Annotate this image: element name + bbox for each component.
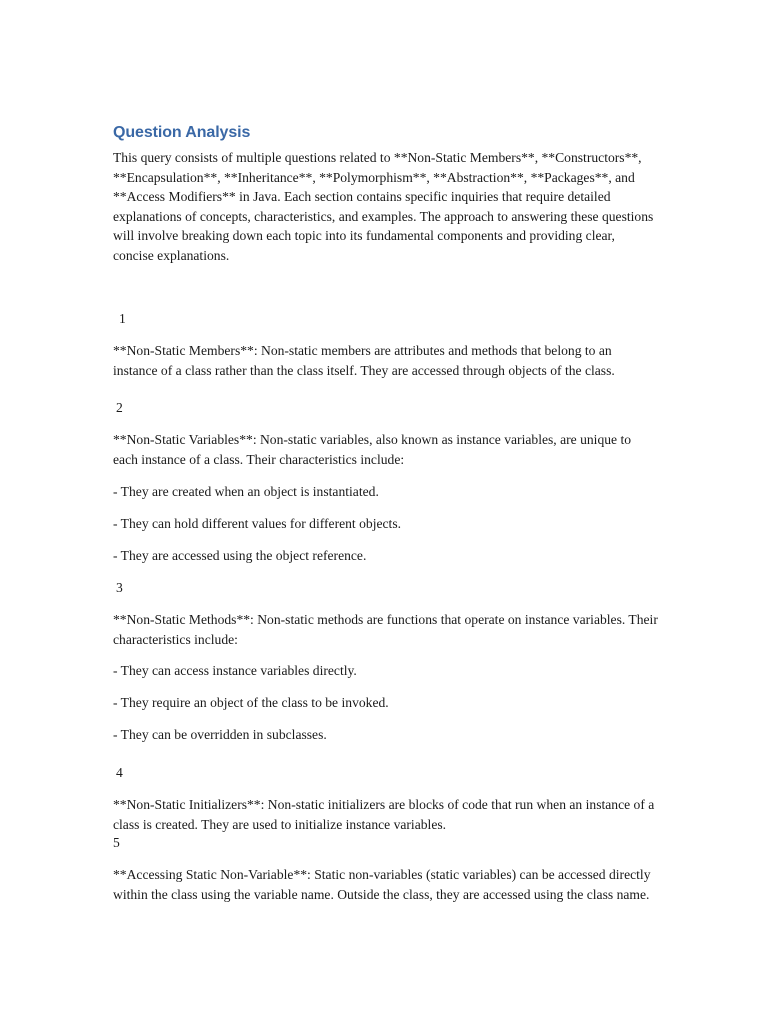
section-paragraph: **Non-Static Initializers**: Non-static initializers are blocks of code that run when an instance of a class is created. They are used to initialize instance variables. [113, 797, 655, 832]
bullet-item: - They are created when an object is instantiated. [113, 484, 379, 499]
section-number: 3 [116, 580, 123, 595]
section-heading: Question Analysis [113, 124, 251, 141]
section-number: 4 [116, 765, 123, 780]
section-paragraph: **Non-Static Members**: Non-static members are attributes and methods that belong to an instance of a class rather than the class itself. They are accessed through objects of the class. [113, 343, 615, 378]
section-number: 5 [113, 835, 120, 850]
bullet-item: - They can hold different values for different objects. [113, 516, 402, 531]
section-number: 2 [116, 400, 123, 415]
bullet-item: - They are accessed using the object reference. [113, 548, 367, 563]
section-paragraph: **Non-Static Methods**: Non-static methods are functions that operate on instance variables. Their characteristics include: [113, 612, 658, 647]
bullet-item: - They can be overridden in subclasses. [113, 727, 327, 742]
bullet-item: - They can access instance variables directly. [113, 663, 357, 678]
section-number: 1 [119, 311, 126, 326]
section-paragraph: **Non-Static Variables**: Non-static variables, also known as instance variables, are unique to each instance of a class. Their characteristics include: [113, 432, 632, 467]
section-paragraph: **Accessing Static Non-Variable**: Static non-variables (static variables) can be accessed directly within the class using the variable name. Outside the class, they are accessed using the class name. [113, 867, 651, 902]
intro-paragraph: This query consists of multiple questions related to **Non-Static Members**, **Constructors**, **Encapsulation**, **Inheritance**, **Polymorphism**, **Abstraction**, **Packages**, and **Access Modifiers** in Java. Each section contains specific inquiries that require detailed explanations of concepts, characteristics, and examples. The approach to answering these questions will involve breaking down each topic into its fundamental components and providing clear, concise explanations. [113, 150, 654, 263]
bullet-item: - They require an object of the class to be invoked. [113, 695, 389, 710]
